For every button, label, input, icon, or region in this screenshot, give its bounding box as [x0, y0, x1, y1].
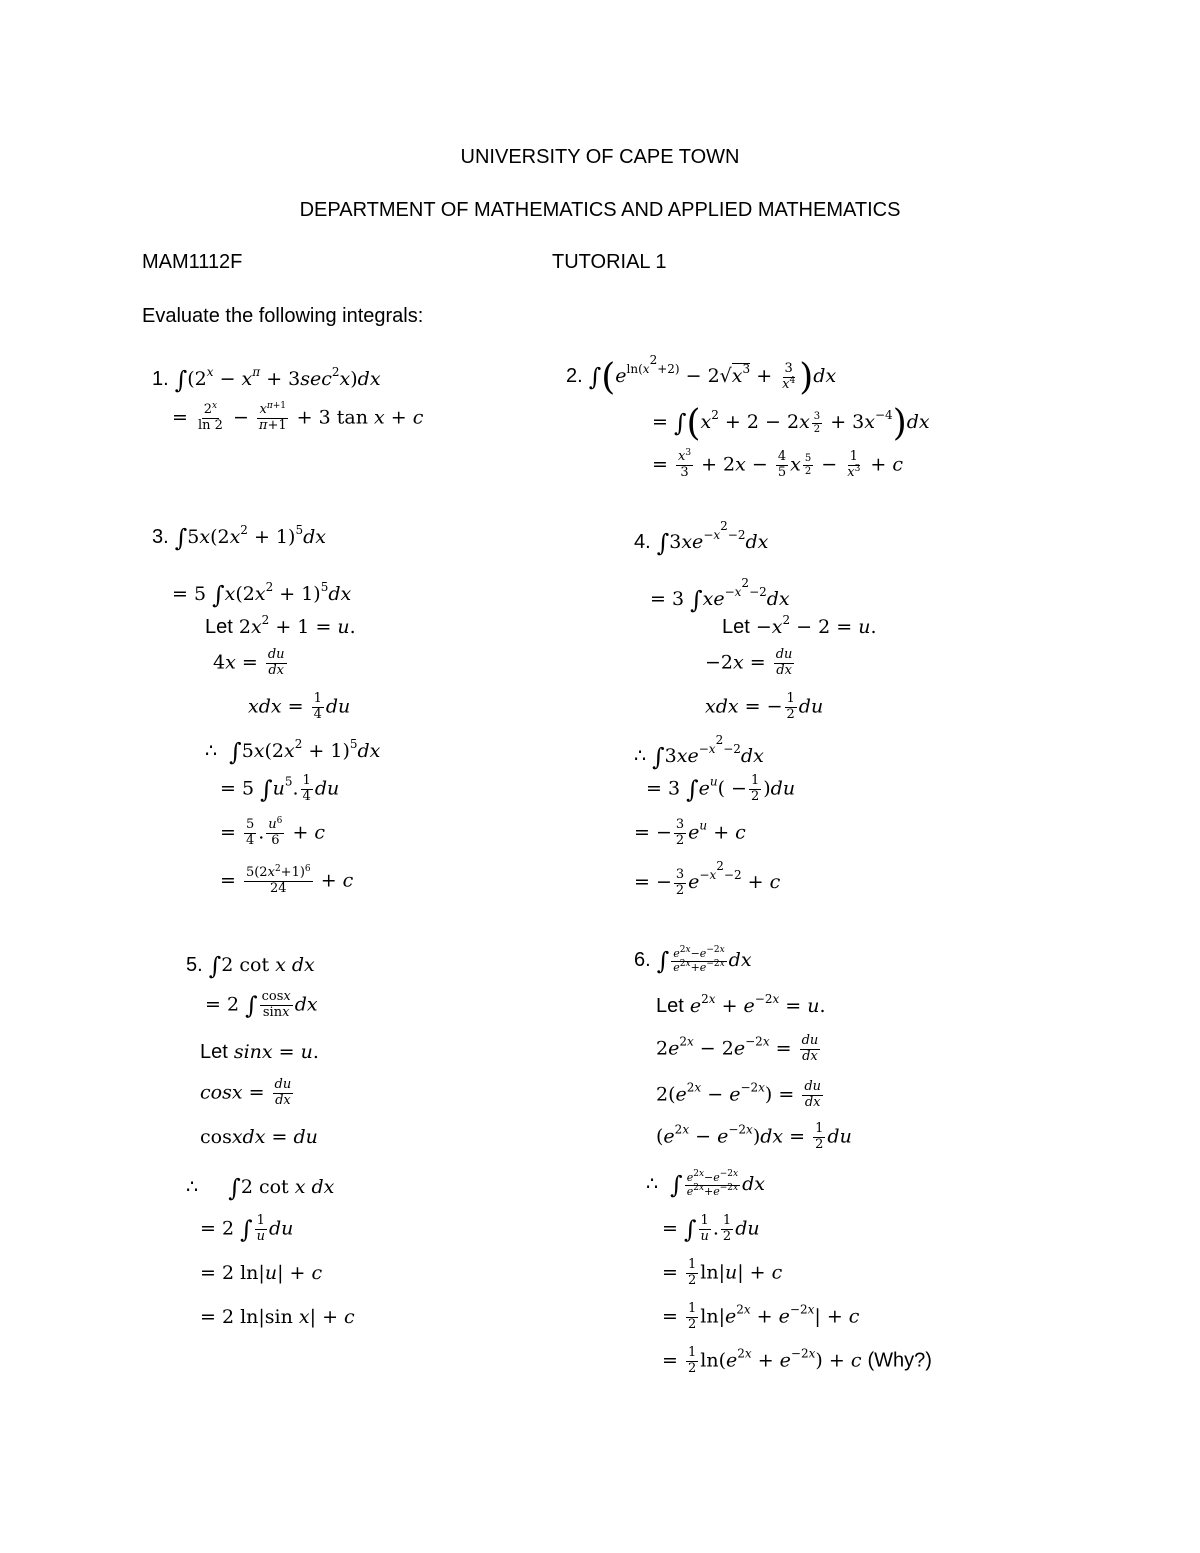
- problem-3-step-2: = 5 $\int u^5$. $\frac{1}{4}$ du: [220, 773, 340, 804]
- problem-5-statement: 5. ∫2 cot x dx: [186, 952, 315, 980]
- problem-3-step-3: = $\frac{5}{4}$ . $\frac{u^6}{6}$ + c: [220, 816, 326, 848]
- problem-1-answer: = $\frac{2^x}{\ln 2}$ − $\frac{x^{\pi+1}}{\pi+1}$ + 3 tan x + c: [172, 401, 424, 433]
- problem-5-derivative: cosx = $\frac{du}{dx}$: [200, 1077, 292, 1108]
- problem-6-substitution: Let $e^{2x} + e^{-2x} = u$.: [656, 992, 826, 1017]
- problem-5-step-1: = 2 ∫ $\frac{\cos x}{\sin x}$ dx: [205, 989, 318, 1020]
- problem-6-step-3: = $\frac{1}{2}$ $\ln|e^{2x} + e^{-2x}| + c$: [662, 1301, 860, 1332]
- problem-6-step-2: = $\frac{1}{2}$ ln|u| + c: [662, 1257, 783, 1288]
- problem-6-answer: = $\frac{1}{2}$ $\ln(e^{2x} + e^{-2x}) + c$ (Why?): [662, 1345, 932, 1376]
- problem-6-differential: $(e^{2x} - e^{-2x})dx$ = $\frac{1}{2}$ du: [656, 1121, 852, 1152]
- problem-3-therefore: ∴ $\int 5x(2x^2 + 1)^5dx$: [205, 737, 381, 766]
- problem-2-step-1: = $\int(x^2 + 2 - 2x$ $\frac{3}{2}$ + $3x^{-4})dx$: [652, 403, 930, 444]
- problem-4-derivative: −2x = $\frac{du}{dx}$: [705, 647, 793, 678]
- problem-4-step-2: = 3 $\int e^u$( − $\frac{1}{2}$ )du: [646, 773, 796, 804]
- problem-4-answer: = − $\frac{3}{2}$ $e^{-x^2-2} + c$: [634, 859, 781, 898]
- problem-5-therefore: ∴ ∫2 cot x dx: [186, 1174, 335, 1202]
- problem-4-step-3: = − $\frac{3}{2}$ $e^u + c$: [634, 817, 746, 848]
- instruction-text: Evaluate the following integrals:: [142, 305, 424, 327]
- problem-3-answer: = $\frac{5(2x^2+1)^6}{24}$ + c: [220, 864, 354, 896]
- problem-6-derivative: $2e^{2x} - 2e^{-2x}$ = $\frac{du}{dx}$: [656, 1033, 819, 1064]
- university-title: UNIVERSITY OF CAPE TOWN: [460, 146, 740, 168]
- problem-3-substitution: Let $2x^2 + 1 = u$.: [205, 613, 356, 638]
- problem-3-step-1: = 5 $\int x(2x^2 + 1)^5dx$: [172, 580, 352, 609]
- tutorial-label: TUTORIAL 1: [552, 251, 667, 273]
- problem-5-answer: = 2 ln|sin x| + c: [200, 1306, 355, 1328]
- problem-3-statement: 3. $\int 5x(2x^2 + 1)^5dx$: [152, 523, 326, 552]
- department-title: DEPARTMENT OF MATHEMATICS AND APPLIED MATHEMATICS: [299, 199, 901, 221]
- problem-3-number: 3.: [152, 526, 169, 548]
- problem-5-differential: cosxdx = du: [200, 1126, 318, 1148]
- problem-2-number: 2.: [566, 365, 583, 387]
- problem-5-substitution: Let sinx = u.: [200, 1041, 319, 1063]
- problem-3-differential: xdx = $\frac{1}{4}$ du: [248, 691, 351, 722]
- problem-4-step-1: = 3 $\int xe^{-x^2-2}dx$: [650, 576, 790, 614]
- problem-6-factored: $2(e^{2x} - e^{-2x})$ = $\frac{du}{dx}$: [656, 1079, 822, 1110]
- problem-6-number: 6.: [634, 949, 651, 972]
- problem-4-substitution: Let $-x^2 - 2 = u$.: [722, 613, 877, 638]
- problem-6-statement: 6. ∫ $\frac{e^{2x}-e^{-2x}}{e^{2x}+e^{-2x}}$ dx: [634, 945, 752, 976]
- course-code: MAM1112F: [142, 251, 243, 273]
- problem-2-statement: 2. $\int(e^{ln(x^2+2)} - 2√x^3$ + $\frac{3}{x^4}$ )dx: [566, 353, 837, 398]
- problem-1-statement: 1. $\int(2^x - x^\pi + 3\sec^2x)dx$: [152, 365, 381, 394]
- problem-5-step-3: = 2 ln|u| + c: [200, 1262, 323, 1284]
- problem-4-number: 4.: [634, 531, 651, 553]
- problem-5-step-2: = 2 ∫ $\frac{1}{u}$ du: [200, 1213, 294, 1244]
- problem-3-derivative: 4x = $\frac{du}{dx}$: [213, 647, 285, 678]
- problem-4-differential: xdx = − $\frac{1}{2}$ du: [705, 691, 824, 722]
- problem-1-number: 1.: [152, 368, 169, 390]
- problem-2-answer: = $\frac{x^3}{3}$ + 2x − $\frac{4}{5}$ x $\frac{5}{2}$ − $\frac{1}{x^3}$ + c: [652, 448, 903, 480]
- problem-5-number: 5.: [186, 954, 203, 976]
- problem-6-therefore: ∴ ∫ $\frac{e^{2x}-e^{-2x}}{e^{2x}+e^{-2x}}$ dx: [646, 1169, 765, 1200]
- problem-6-step-1: = ∫ $\frac{1}{u}$ . $\frac{1}{2}$ du: [662, 1213, 760, 1244]
- problem-4-statement: 4. $\int 3xe^{-x^2-2}dx$: [634, 519, 769, 557]
- problem-4-therefore: ∴ $\int 3xe^{-x^2-2}dx$: [634, 733, 764, 771]
